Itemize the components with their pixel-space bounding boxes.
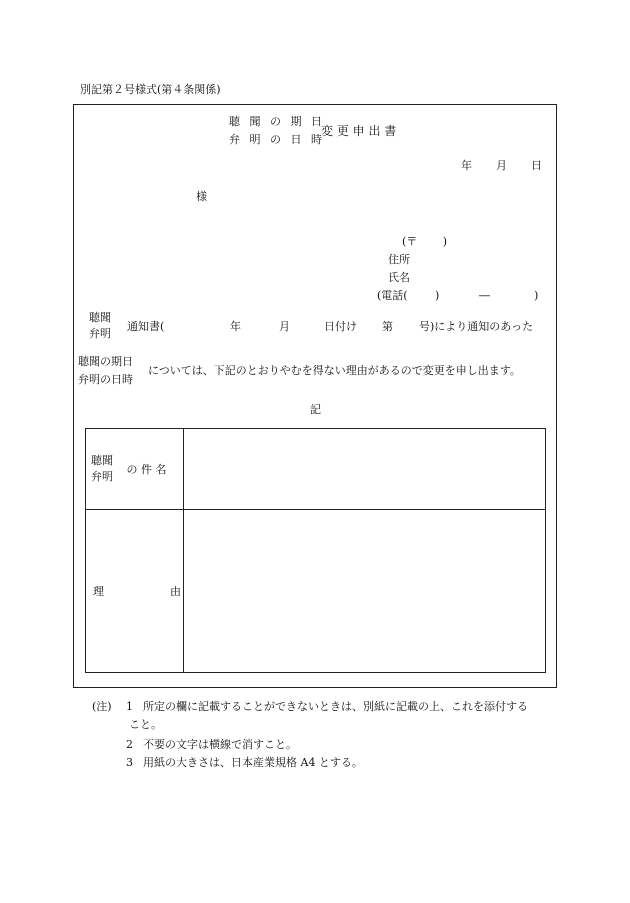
note-1-text: 所定の欄に記載することができないときは、別紙に記載の上、これを添付する xyxy=(143,700,528,713)
postal-code-label: (〒 ) xyxy=(402,235,448,248)
form-title: 変 更 申 出 書 xyxy=(321,124,397,138)
name-label: 氏名 xyxy=(388,271,410,284)
note-3-number: 3 xyxy=(126,756,133,769)
title-alt-explanation: 弁 明 の 日 時 xyxy=(229,133,325,146)
detail-table xyxy=(85,428,546,673)
phone-close1: ) xyxy=(435,289,440,302)
reason-label-left: 理 xyxy=(93,585,104,598)
case-name-field[interactable] xyxy=(184,429,546,510)
ki-heading: 記 xyxy=(310,403,321,416)
notice-prefix: 通知書( xyxy=(127,320,165,333)
title-alt-hearing: 聴 聞 の 期 日 xyxy=(229,115,325,128)
notice-number-prefix: 第 xyxy=(382,320,393,333)
request-alt-hearing: 聴聞の期日 xyxy=(78,355,133,368)
note-2-number: 2 xyxy=(126,738,133,751)
request-alt-explanation: 弁明の日時 xyxy=(78,373,133,386)
notice-suffix: 号)により通知のあった xyxy=(419,320,534,333)
phone-close2: ) xyxy=(534,289,539,302)
date-day-label: 日 xyxy=(531,159,542,172)
notice-alt-hearing: 聴聞 xyxy=(89,311,111,324)
address-label: 住所 xyxy=(388,253,410,266)
notice-dated-label: 日付け xyxy=(324,320,357,333)
note-1-number: 1 xyxy=(126,700,133,713)
note-2-text: 不要の文字は横線で消すこと。 xyxy=(143,738,297,751)
case-alt-explanation: 弁明 xyxy=(91,470,113,483)
notes-label: (注) xyxy=(92,700,112,713)
request-text: については、下記のとおりやむを得ない理由があるので変更を申し出ます。 xyxy=(148,364,521,377)
addressee-suffix: 様 xyxy=(196,190,207,203)
reason-label-cell xyxy=(86,510,184,673)
phone-dash: ― xyxy=(479,289,490,302)
case-name-label-cell xyxy=(86,429,184,510)
case-alt-hearing: 聴聞 xyxy=(91,454,113,467)
case-name-label: の 件 名 xyxy=(126,463,167,476)
notice-year-label: 年 xyxy=(230,320,241,333)
date-month-label: 月 xyxy=(496,159,507,172)
notice-month-label: 月 xyxy=(279,320,290,333)
note-3-text: 用紙の大きさは、日本産業規格 A4 とする。 xyxy=(143,756,363,769)
note-1-continuation: こと。 xyxy=(129,718,162,731)
form-label: 別記第２号様式(第４条関係) xyxy=(80,83,221,96)
reason-field[interactable] xyxy=(184,510,546,673)
phone-open: (電話( xyxy=(377,289,408,302)
date-year-label: 年 xyxy=(461,159,472,172)
notice-alt-explanation: 弁明 xyxy=(89,327,111,340)
case-alt-stack xyxy=(91,453,113,485)
reason-label-right: 由 xyxy=(170,585,181,598)
